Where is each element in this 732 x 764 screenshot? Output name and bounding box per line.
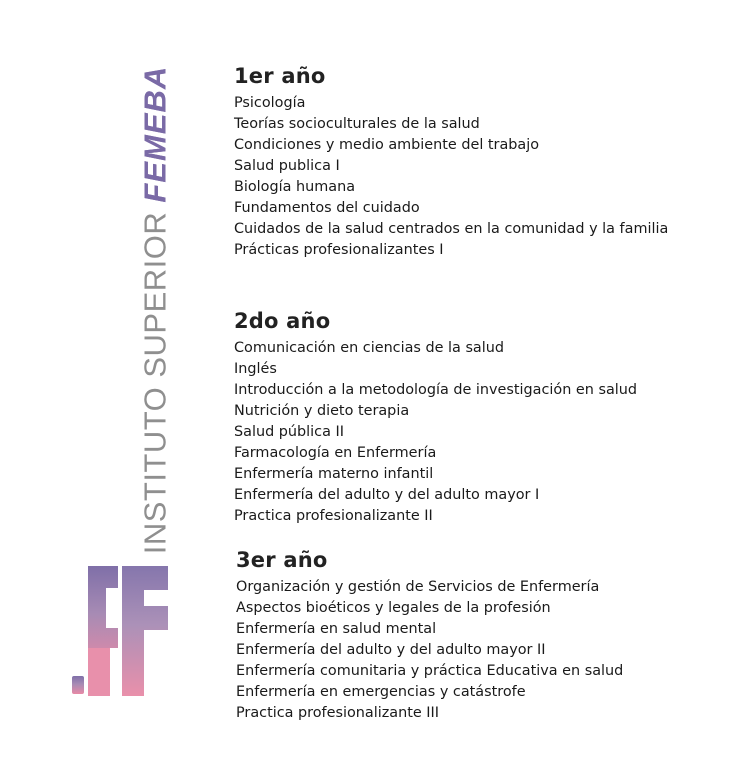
year-2-title: 2do año [234, 309, 331, 333]
list-item: Enfermería materno infantil [234, 466, 434, 482]
list-item: Cuidados de la salud centrados en la comunidad y la familia [234, 221, 669, 237]
list-item: Enfermería comunitaria y práctica Educativa en salud [236, 663, 624, 679]
list-item: Biología humana [234, 179, 356, 195]
list-item: Enfermería en salud mental [236, 621, 437, 637]
list-item: Inglés [234, 361, 277, 377]
list-item: Condiciones y medio ambiente del trabajo [234, 137, 540, 153]
isf-logo [70, 562, 170, 702]
year-3-title: 3er año [236, 548, 328, 572]
list-item: Practica profesionalizante II [234, 508, 433, 524]
list-item: Prácticas profesionalizantes I [234, 242, 444, 258]
year-2-subjects [234, 338, 724, 527]
institution-name-bold: FEMEBA [137, 65, 173, 203]
list-item: Teorías socioculturales de la salud [234, 116, 480, 132]
list-item: Comunicación en ciencias de la salud [234, 340, 505, 356]
year-1-subjects [234, 93, 724, 261]
list-item: Psicología [234, 95, 306, 111]
list-item: Practica profesionalizante III [236, 705, 440, 721]
year-1-section [234, 64, 724, 261]
list-item: Fundamentos del cuidado [234, 200, 420, 216]
year-2-section [234, 309, 724, 527]
list-item: Enfermería del adulto y del adulto mayor I [234, 487, 540, 503]
list-item: Introducción a la metodología de investigación en salud [234, 382, 638, 398]
list-item: Salud publica I [234, 158, 340, 174]
list-item: Farmacología en Enfermería [234, 445, 437, 461]
list-item: Aspectos bioéticos y legales de la profesión [236, 600, 551, 616]
list-item: Organización y gestión de Servicios de Enfermería [236, 579, 600, 595]
year-1-title: 1er año [234, 64, 326, 88]
list-item: Enfermería del adulto y del adulto mayor II [236, 642, 546, 658]
institution-name-vertical [137, 65, 173, 555]
brand-sidebar [0, 0, 200, 764]
institution-name-light: INSTITUTO SUPERIOR [137, 202, 173, 555]
list-item: Enfermería en emergencias y catástrofe [236, 684, 526, 700]
year-3-section [236, 548, 726, 724]
list-item: Salud pública II [234, 424, 344, 440]
year-3-subjects [236, 577, 726, 724]
list-item: Nutrición y dieto terapia [234, 403, 410, 419]
